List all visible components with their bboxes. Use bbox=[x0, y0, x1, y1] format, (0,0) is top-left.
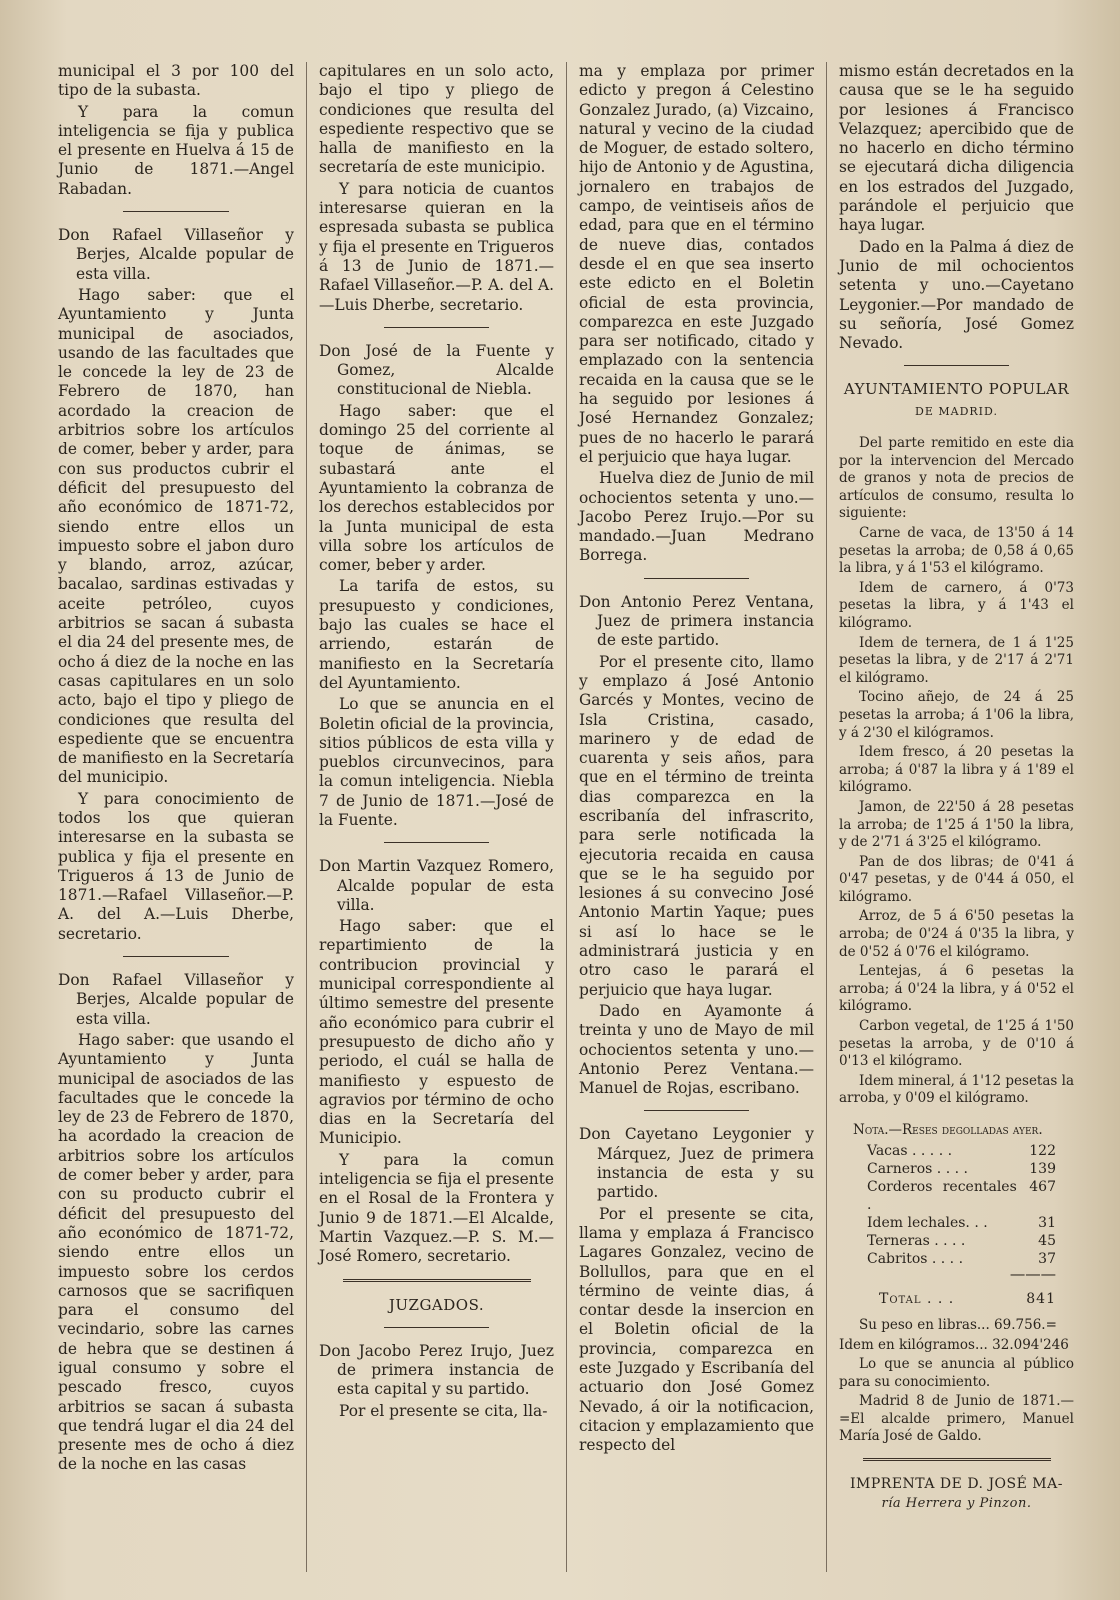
divider bbox=[384, 327, 490, 328]
paragraph: municipal el 3 por 100 del tipo de la subasta. bbox=[58, 62, 294, 100]
paragraph: Por el presente cito, llamo y emplazo á José Antonio Garcés y Montes, vecino de Isla Cristina, casado, marinero y de edad de cuarenta y seis años, para que en el término de treinta dias comparezca en la escribanía del infrascrito, para serle notificada la ejecutoria recaida en causa que se le ha seguido por lesiones á su convecino José Antonio Martin Yaque; pues si así lo hace se le administrará justicia y en otro caso le parará el perjuicio que haya lugar. bbox=[579, 652, 814, 999]
paragraph: Idem en kilógramos... 32.094'246 bbox=[839, 1336, 1069, 1353]
total-value: 841 bbox=[1026, 1290, 1056, 1307]
total-row bbox=[839, 1290, 1074, 1309]
row-label: Cabritos . . . . bbox=[867, 1250, 964, 1267]
price-item: Jamon, de 22'50 á 28 pesetas la arroba; de 1'25 á 1'50 la libra, y de 2'71 á 3'25 el kilógramo. bbox=[839, 798, 1074, 851]
imprint bbox=[839, 1475, 1074, 1514]
section-divider bbox=[343, 1279, 531, 1282]
notice-heading: Don Antonio Perez Ventana, Juez de primera instancia de este partido. bbox=[579, 592, 814, 650]
row-label: Idem lechales. . . bbox=[867, 1214, 988, 1231]
table-row bbox=[839, 1160, 1074, 1178]
total-label: Total . . . bbox=[879, 1290, 955, 1307]
price-item: Arroz, de 5 á 6'50 pesetas la arroba; de 0'24 á 0'35 la libra, y de 0'52 á 0'76 el kilógramo. bbox=[839, 908, 1074, 960]
closing-block bbox=[839, 1317, 1074, 1446]
paragraph: Hago saber: que el Ayuntamiento y Junta municipal de asociados, usando de las facultades que le concede la ley de 23 de Febrero de 1870, han acordado la creacion de arbitrios sobre los artículos de comer, beber y arder, para con sus productos cubrir el déficit del presupuesto del año económico de 1871-72, siendo entre ellos un impuesto sobre el jabon duro y blando, arroz, azúcar, bacalao, sardinas estivadas y aceite petróleo, cuyos arbitrios se sacan á subasta el dia 24 del presente mes, de ocho á diez de la noche en las casas capitulares en un solo acto, bajo el tipo y pliego de condiciones que resulta del espediente que se encuentra de manifiesto en la Secretaría del municipio. bbox=[58, 285, 294, 787]
paragraph: Huelva diez de Junio de mil ochocientos setenta y uno.—Jacobo Perez Irujo.—Por su mandado.—Juan Medrano Borrega. bbox=[579, 469, 814, 565]
nota-title: Nota.—Reses degolladas ayer. bbox=[853, 1122, 1043, 1139]
price-item: Carne de vaca, de 13'50 á 14 pesetas la arroba; de 0,58 á 0,65 la libra, y á 1'53 el kilógramo. bbox=[839, 525, 1074, 577]
row-value: 37 bbox=[1038, 1250, 1056, 1267]
divider bbox=[384, 842, 490, 843]
paragraph: Lo que se anuncia al público para su conocimiento. bbox=[839, 1356, 1074, 1390]
section-subtitle: DE MADRID. bbox=[915, 404, 998, 418]
divider bbox=[123, 211, 229, 212]
table-row bbox=[839, 1178, 1074, 1214]
row-value: 31 bbox=[1038, 1214, 1056, 1231]
divider bbox=[384, 1327, 490, 1328]
paragraph: Hago saber: que el repartimiento de la contribucion provincial y municipal correspondiente al último semestre del presente año económico para cubrir el presupuesto de dicho año y periodo, el cuál se halla de manifiesto y espuesto de agravios por término de ocho dias en la Secretaría del Municipio. bbox=[319, 917, 554, 1148]
table-row bbox=[839, 1232, 1074, 1250]
row-label: Vacas . . . . . bbox=[867, 1142, 953, 1159]
notice-heading: Don José de la Fuente y Gomez, Alcalde constitucional de Niebla. bbox=[319, 341, 554, 399]
row-label: Terneras . . . . bbox=[867, 1232, 966, 1249]
paragraph: Y para conocimiento de todos los que quieran interesarse en la subasta se publica y fija el presente en Trigueros á 13 de Junio de 1871.—Rafael Villaseñor.—P. A. del A.—Luis Dherbe, secretario. bbox=[58, 789, 294, 943]
paragraph: Hago saber: que usando el Ayuntamiento y Junta municipal de asociados de las facultades que le concede la ley de 23 de Febrero de 1870, ha acordado la creacion de arbitrios sobre los artículos de comer beber y arder, para con su producto cubrir el déficit del presupuesto del año económico de 1871-72, siendo entre ellos un impuesto sobre los cerdos carnosos que se sacrifiquen para el consumo del vecindario, sobre las carnes de hebra que se destinen á igual consumo y sobre el pescado fresco, cuyos arbitrios se sacan á subasta que tendrá lugar el dia 24 del presente mes de ocho á diez de la noche en las casas bbox=[58, 1030, 294, 1474]
price-list bbox=[839, 435, 1074, 1108]
price-item: Idem de ternera, de 1 á 1'25 pesetas la libra, y de 2'17 á 2'71 el kilógramo. bbox=[839, 634, 1074, 686]
paragraph: Hago saber: que el domingo 25 del corriente al toque de ánimas, se subastará ante el Ayuntamiento la cobranza de los derechos establecidos por la Junta municipal de esta villa sobre los artículos de comer, beber y arder. bbox=[319, 401, 554, 575]
paragraph: Y para la comun inteligencia se fija el presente en el Rosal de la Frontera y Junio 9 de 1871.—El Alcalde, Martin Vazquez.—P. S. M.—José Romero, secretario. bbox=[319, 1150, 554, 1266]
imprint-line-2: ría Herrera y Pinzon. bbox=[881, 1496, 1032, 1512]
notice-heading: Don Jacobo Perez Irujo, Juez de primera instancia de esta capital y su partido. bbox=[319, 1341, 554, 1399]
paragraph: Por el presente se cita, lla- bbox=[339, 1401, 548, 1420]
row-value: 122 bbox=[1029, 1142, 1056, 1159]
notice-heading: Don Rafael Villaseñor y Berjes, Alcalde popular de esta villa. bbox=[58, 971, 294, 1028]
column-3 bbox=[566, 62, 826, 1572]
price-item: Idem fresco, á 20 pesetas la arroba; á 0'87 la libra y á 1'89 el kilógramo. bbox=[839, 744, 1074, 796]
paragraph: Por el presente se cita, llama y emplaza á Francisco Lagares Gonzalez, vecino de Bollullos, para que en el término de veinte dias, á contar desde la insercion en el Boletin oficial de la provincia, comparezca en este Juzgado y Escribanía del actuario don José Gomez Nevado, á oir la notificacion, citacion y emplazamiento que respecto del bbox=[579, 1204, 814, 1455]
row-value: 139 bbox=[1029, 1160, 1056, 1177]
row-value: 45 bbox=[1038, 1232, 1056, 1249]
price-item: Pan de dos libras; de 0'41 á 0'47 pesetas, y de 0'44 á 050, el kilógramo. bbox=[839, 853, 1074, 905]
table-row bbox=[839, 1214, 1074, 1232]
row-label: Corderos recentales . bbox=[867, 1178, 1017, 1213]
paragraph: Dado en la Palma á diez de Junio de mil ochocientos setenta y uno.—Cayetano Leygonier.—Por mandado de su señoría, José Gomez Nevado. bbox=[839, 237, 1074, 353]
reses-table bbox=[839, 1142, 1074, 1268]
paragraph: Madrid 8 de Junio de 1871.—=El alcalde primero, Manuel María José de Galdo. bbox=[839, 1393, 1074, 1445]
paragraph: Y para noticia de cuantos interesarse quieran en la espresada subasta se publica y fija el presente en Trigueros á 13 de Junio de 1871.—Rafael Villaseñor.—P. A. del A.—Luis Dherbe, secretario. bbox=[319, 179, 554, 314]
divider bbox=[904, 365, 1010, 366]
paragraph: ma y emplaza por primer edicto y pregon á Celestino Gonzalez Jurado, (a) Vizcaino, natural y vecino de la ciudad de Moguer, de estado soltero, hijo de Antonio y de Agustina, jornalero en trabajos de campo, de veintiseis años de edad, para que en el término de nueve dias, contados desde el en que sea inserto este edicto en el Boletin oficial de esta provincia, comparezca en este Juzgado para ser notificado, citado y emplazado con la sentencia recaida en la causa que se le ha seguido por lesiones á José Hernandez Gonzalez; pues de no hacerlo le parará el perjuicio que haya lugar. bbox=[579, 62, 814, 466]
table-row bbox=[839, 1142, 1074, 1160]
paragraph: capitulares en un solo acto, bajo el tipo y pliego de condiciones que resulta del espediente respectivo que se halla de manifiesto en la secretaría de este municipio. bbox=[319, 62, 554, 177]
price-item: Del parte remitido en este dia por la intervencion del Mercado de granos y nota de precios de artículos de consumo, resulta lo siguiente: bbox=[839, 435, 1074, 522]
divider bbox=[644, 578, 750, 579]
column-2 bbox=[306, 62, 566, 1572]
price-item: Carbon vegetal, de 1'25 á 1'50 pesetas la arroba, y de 0'10 á 0'13 el kilógramo. bbox=[839, 1018, 1074, 1070]
section-title: JUZGADOS. bbox=[388, 1295, 485, 1314]
paragraph: La tarifa de estos, su presupuesto y condiciones, bajo las cuales se hace el arriendo, estarán de manifiesto en la Secretaría del Ayuntamiento. bbox=[319, 577, 554, 692]
paragraph: Y para la comun inteligencia se fija y publica el presente en Huelva á 15 de Junio de 1871.—Angel Rabadan. bbox=[58, 102, 294, 198]
price-item: Idem de carnero, á 0'73 pesetas la libra, y á 1'43 el kilógramo. bbox=[839, 579, 1074, 631]
notice-heading: Don Rafael Villaseñor y Berjes, Alcalde popular de esta villa. bbox=[58, 226, 294, 283]
sum-dash: ——— bbox=[1009, 1264, 1056, 1283]
column-1 bbox=[46, 62, 306, 1572]
row-label: Carneros . . . . bbox=[867, 1160, 968, 1177]
paragraph: Dado en Ayamonte á treinta y uno de Mayo de mil ochocientos setenta y uno.—Antonio Perez Ventana.—Manuel de Rojas, escribano. bbox=[579, 1001, 814, 1098]
columns bbox=[46, 62, 1086, 1572]
price-item: Lentejas, á 6 pesetas la arroba; á 0'24 la libra, y á 0'52 el kilógramo. bbox=[839, 963, 1074, 1015]
divider bbox=[123, 956, 229, 957]
paragraph: mismo están decretados en la causa que se le ha seguido por lesiones á Francisco Velazquez; apercibido que de no hacerlo en dicho término se ejecutará dicha diligencia en los estrados del Juzgado, parándole el perjuicio que haya lugar. bbox=[839, 62, 1074, 235]
paragraph: Su peso en libras... 69.756.= bbox=[859, 1316, 1057, 1333]
section-divider bbox=[863, 1458, 1051, 1461]
row-value: 467 bbox=[1029, 1178, 1056, 1195]
section-title: AYUNTAMIENTO POPULAR bbox=[843, 380, 1070, 399]
notice-heading: Don Cayetano Leygonier y Márquez, Juez de primera instancia de esta y su partido. bbox=[579, 1125, 814, 1202]
imprint-line-1: IMPRENTA DE D. JOSÉ MA- bbox=[850, 1476, 1063, 1493]
divider bbox=[644, 1110, 750, 1111]
price-item: Tocino añejo, de 24 á 25 pesetas la arroba; á 1'06 la libra, y á 2'30 el kilógramos. bbox=[839, 689, 1074, 741]
column-4 bbox=[826, 62, 1086, 1572]
paragraph: Lo que se anuncia en el Boletin oficial de la provincia, sitios públicos de esta villa y pueblos circunvecinos, para la comun inteligencia. Niebla 7 de Junio de 1871.—José de la Fuente. bbox=[319, 695, 554, 829]
notice-heading: Don Martin Vazquez Romero, Alcalde popular de esta villa. bbox=[319, 857, 554, 914]
price-item: Idem mineral, á 1'12 pesetas la arroba, y 0'09 el kilógramo. bbox=[839, 1072, 1074, 1107]
